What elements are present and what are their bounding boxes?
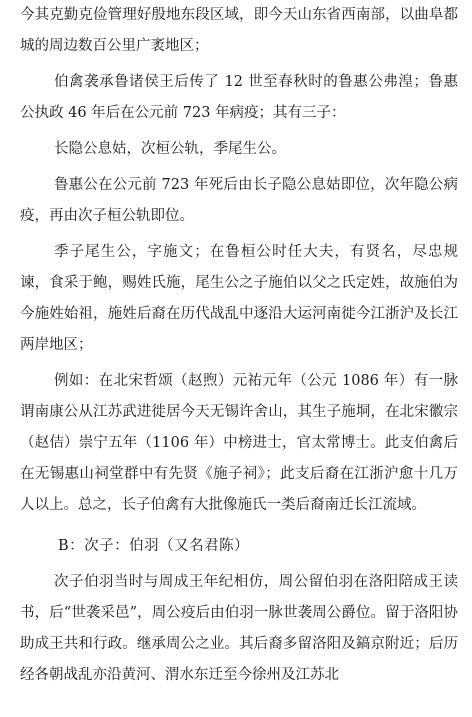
paragraph-continuation: 今其克勤克俭管理好殷地东段区域，即今天山东省西南部，以曲阜都城的周边数百公里广袤地区； (20, 7, 458, 54)
paragraph-lu-huigong: 伯禽袭承鲁诸侯王后传了 12 世至春秋时的鲁惠公弗湟；鲁惠公执政 46 年后在公元前 723 年病疫；其有三子： (20, 74, 458, 121)
paragraph-boyu: 次子伯羽当时与周成王年纪相仿，周公留伯羽在洛阳陪成王读书，后“世袭采邑”，周公疫后由伯羽一脉世袭周公爵位。留于洛阳协助成王共和行政。继承周公之业。其后裔多留洛阳及鎬京附近；后历经各朝战乱亦沿黄河、渭水东迁至今徐州及江苏北 (20, 574, 458, 683)
section-heading-boyu: B：次子：伯羽（又名君陈） (58, 538, 250, 554)
paragraph-weisheng-gong: 季子尾生公，字施文；在鲁桓公时任大夫，有贤名，尽忠规谏，食采于鲍，赐姓氏施，尾生公之子施伯以父之氏定姓，故施伯为今施姓始祖，施姓后裔在历代战乱中逐沿大运河南徙今江浙沪及长江两岸地区； (20, 244, 458, 353)
paragraph-example-wuxi: 例如：在北宋哲颂（赵煦）元祐元年（公元 1086 年）有一脉谓南康公从江苏武进徙居今天无锡许舍山，其生子施垌，在北宋徽宗（赵佶）崇宁五年（1106 年）中榜进士，官太常博士。此支伯禽后在无锡惠山祠堂群中有先贤《施子祠》；此支后裔在江浙沪愈十几万人以上。总之，长子伯禽有大批像施氏一类后裔南迁长江流域。 (20, 373, 458, 513)
paragraph-three-sons: 长隐公息姑，次桓公轨，季尾生公。 (54, 141, 286, 157)
paragraph-succession: 鲁惠公在公元前 723 年死后由长子隐公息姑即位，次年隐公病疫，再由次子桓公轨即位。 (20, 177, 458, 224)
